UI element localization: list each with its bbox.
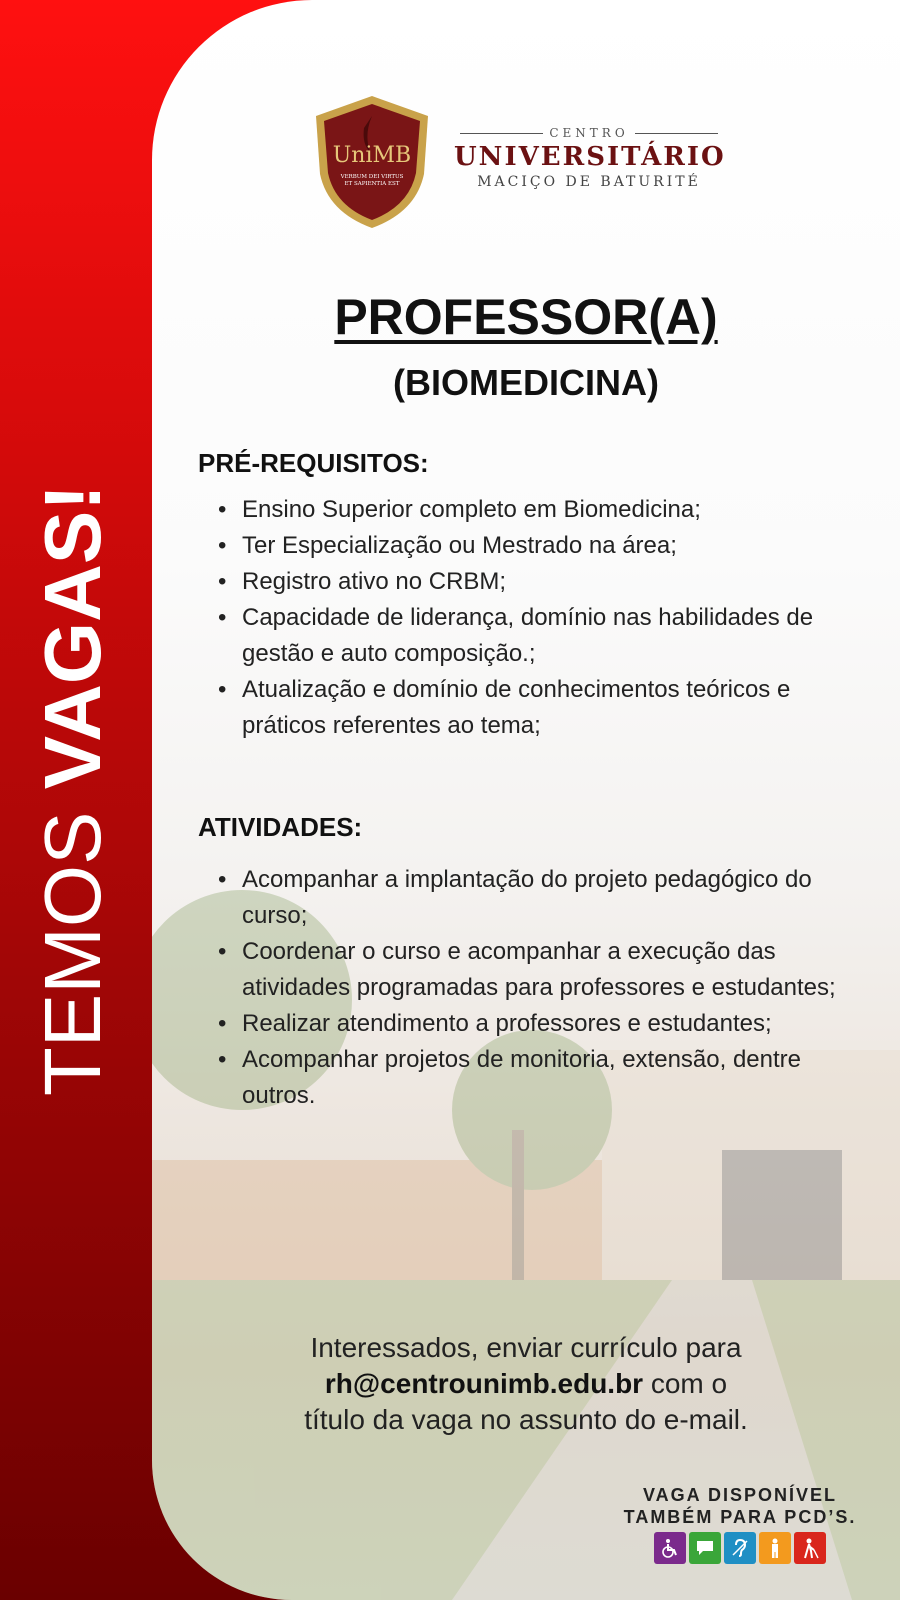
- logo-emblem-text: UniMB: [332, 143, 412, 168]
- list-item: • Registro ativo no CRBM;: [218, 564, 858, 600]
- banner-thin-text: TEMOS: [28, 789, 117, 1096]
- contact-after-email: com o: [643, 1368, 728, 1399]
- contact-line-1: Interessados, enviar currículo para: [310, 1332, 742, 1363]
- pcd-line-2: TAMBÉM PARA PCD’S.: [623, 1507, 857, 1527]
- list-item: • Ensino Superior completo em Biomedicina;: [218, 492, 858, 528]
- list-item: • Atualização e domínio de conhecimentos teóricos e práticos referentes ao tema;: [218, 672, 858, 744]
- list-item: • Acompanhar projetos de monitoria, extensão, dentre outros.: [218, 1042, 858, 1114]
- list-item: • Coordenar o curso e acompanhar a execução das atividades programadas para professores e estudantes;: [218, 934, 858, 1006]
- logo-universitario: UNIVERSITÁRIO: [454, 142, 726, 172]
- logo-centro: CENTRO: [454, 126, 724, 140]
- job-title: PROFESSOR(A): [334, 289, 718, 345]
- wheelchair-icon: [654, 1532, 686, 1564]
- list-item: • Ter Especialização ou Mestrado na área;: [218, 528, 858, 564]
- accessibility-icons: [654, 1532, 826, 1564]
- temos-vagas-banner: [8, 470, 138, 1110]
- unimb-shield-logo: [312, 94, 432, 230]
- contact-line-2: [152, 1366, 900, 1402]
- svg-text:VERBUM DEI VIRTUS: VERBUM DEI VIRTUS: [340, 174, 404, 180]
- pcd-notice: [600, 1484, 880, 1528]
- contact-text: [152, 1330, 900, 1438]
- activities-list: [218, 862, 858, 1114]
- list-item: • Realizar atendimento a professores e estudantes;: [218, 1006, 858, 1042]
- speech-icon: [689, 1532, 721, 1564]
- svg-text:ET SAPIENTIA EST: ET SAPIENTIA EST: [344, 181, 400, 187]
- email-link[interactable]: rh@centrounimb.edu.br: [324, 1368, 644, 1399]
- pcd-line-1: VAGA DISPONÍVEL: [642, 1485, 838, 1505]
- job-subtitle: (BIOMEDICINA): [393, 362, 659, 403]
- list-item: • Acompanhar a implantação do projeto pedagógico do curso;: [218, 862, 858, 934]
- prerequisites-list: [218, 492, 858, 744]
- prerequisites-heading: PRÉ-REQUISITOS:: [198, 448, 429, 478]
- institution-name: [454, 126, 724, 190]
- banner-bold-text: VAGAS!: [28, 484, 117, 790]
- activities-heading: ATIVIDADES:: [198, 812, 363, 842]
- person-icon: [759, 1532, 791, 1564]
- logo-macico: MACIÇO DE BATURITÉ: [477, 174, 701, 190]
- hearing-icon: [724, 1532, 756, 1564]
- list-item: • Capacidade de liderança, domínio nas habilidades de gestão e auto composição.;: [218, 600, 858, 672]
- contact-line-3: título da vaga no assunto do e-mail.: [304, 1404, 748, 1435]
- blind-cane-icon: [794, 1532, 826, 1564]
